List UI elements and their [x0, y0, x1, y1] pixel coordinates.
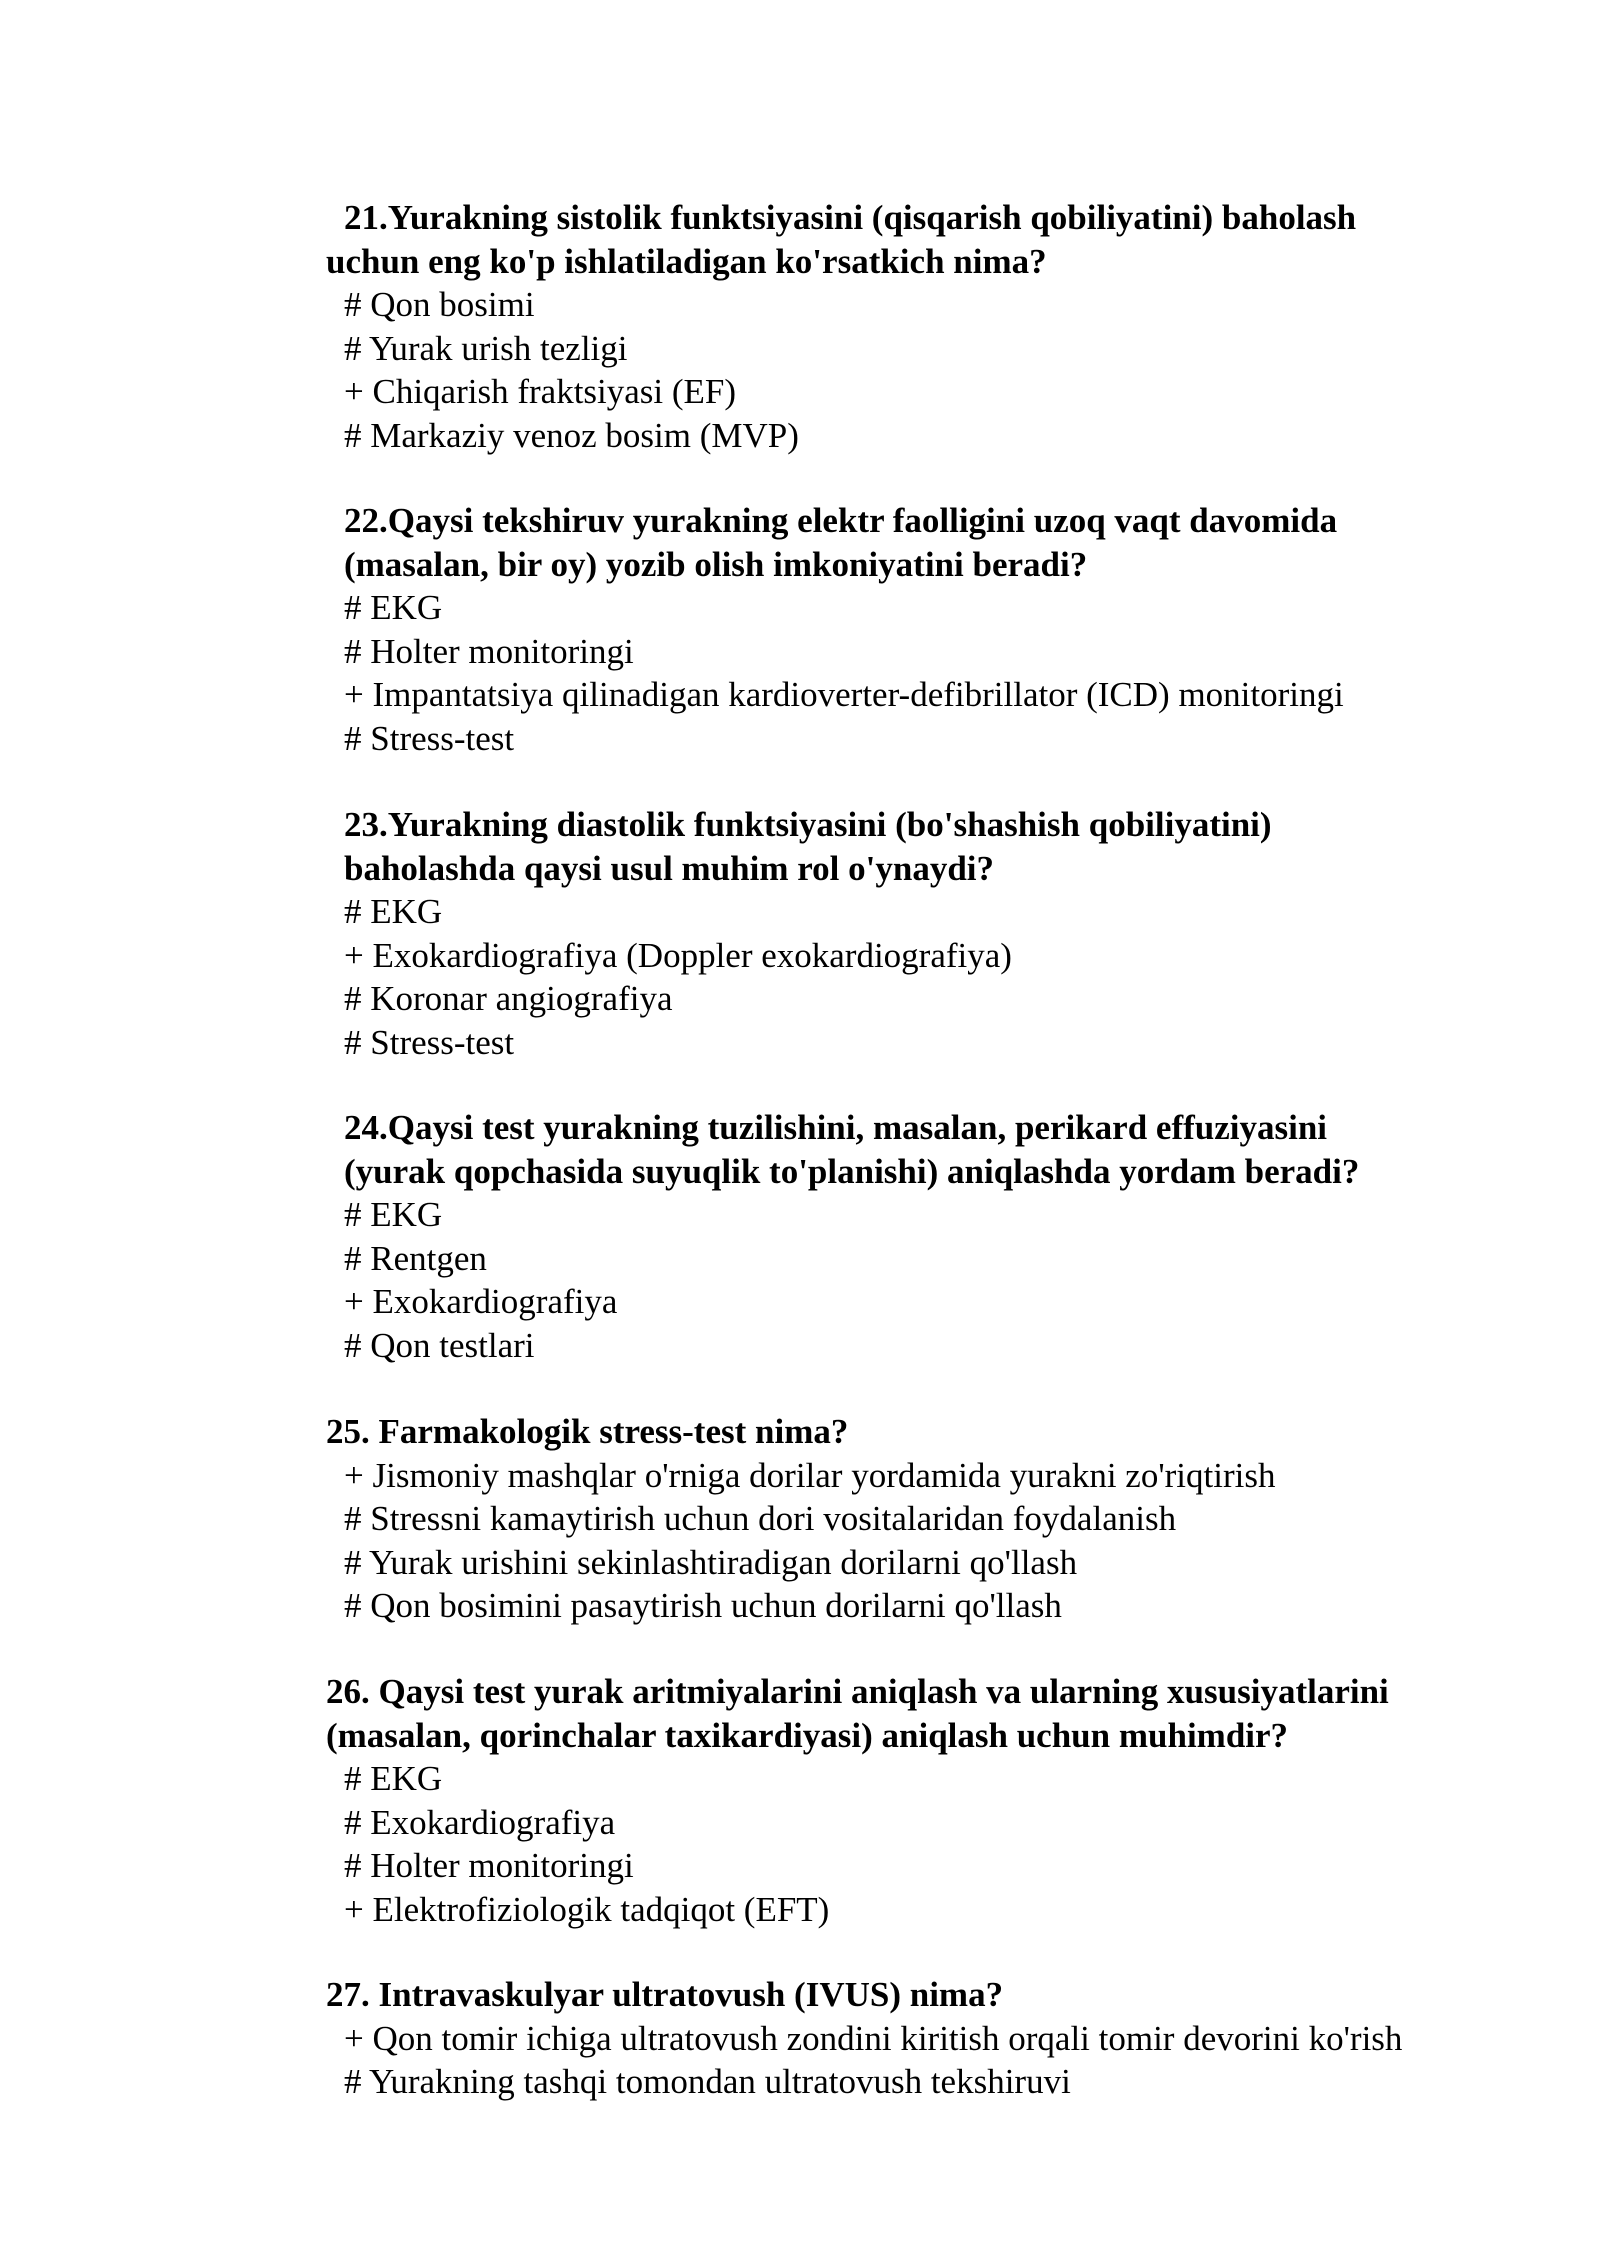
- question-text-line: baholashda qaysi usul muhim rol o'ynaydi?: [344, 848, 995, 888]
- question-text-line: uchun eng ko'p ishlatiladigan ko'rsatkich nima?: [326, 241, 1047, 281]
- question-23: [326, 803, 1556, 1065]
- answer-option: # Yurak urish tezligi: [344, 328, 628, 368]
- answer-option: # Koronar angiografiya: [344, 979, 673, 1019]
- answer-option: # Stressni kamaytirish uchun dori vositalaridan foydalanish: [344, 1499, 1177, 1539]
- answer-option: # Stress-test: [344, 1022, 515, 1062]
- question-text-line: 25. Farmakologik stress-test nima?: [326, 1412, 849, 1451]
- question-26: [326, 1670, 1556, 1932]
- question-text-line: 27. Intravaskulyar ultratovush (IVUS) nima?: [326, 1975, 1004, 2014]
- answer-option: # Rentgen: [344, 1238, 487, 1278]
- answer-option-correct: + Exokardiografiya (Doppler exokardiografiya): [344, 935, 1012, 975]
- answer-option: # Qon bosimi: [344, 285, 535, 325]
- question-22: [326, 499, 1556, 761]
- question-text-line: (yurak qopchasida suyuqlik to'planishi) aniqlashda yordam beradi?: [344, 1151, 1360, 1191]
- answer-option: # Qon testlari: [344, 1325, 535, 1365]
- answer-option-correct: + Chiqarish fraktsiyasi (EF): [344, 372, 737, 412]
- answer-option: # EKG: [344, 1759, 443, 1799]
- answer-option: # Yurak urishini sekinlashtiradigan dorilarni qo'llash: [344, 1542, 1078, 1582]
- question-27: [326, 1973, 1556, 2104]
- answer-option: # Markaziy venoz bosim (MVP): [344, 415, 799, 455]
- question-24: [326, 1106, 1556, 1368]
- answer-option-correct: + Impantatsiya qilinadigan kardioverter-defibrillator (ICD) monitoringi: [344, 675, 1344, 715]
- answer-option: # Stress-test: [344, 718, 515, 758]
- answer-option: # EKG: [344, 588, 443, 628]
- answer-option-correct: + Exokardiografiya: [344, 1282, 618, 1322]
- answer-option: # Qon bosimini pasaytirish uchun dorilarni qo'llash: [344, 1586, 1062, 1626]
- answer-option-correct: + Jismoniy mashqlar o'rniga dorilar yordamida yurakni zo'riqtirish: [344, 1455, 1276, 1495]
- answer-option-correct: + Qon tomir ichiga ultratovush zondini kiritish orqali tomir devorini ko'rish: [344, 2018, 1403, 2058]
- answer-option: # Holter monitoringi: [344, 631, 634, 671]
- answer-option: # EKG: [344, 1195, 443, 1235]
- question-text-line: (masalan, bir oy) yozib olish imkoniyatini beradi?: [344, 544, 1088, 584]
- question-25: [326, 1410, 1556, 1628]
- question-text-line: 22.Qaysi tekshiruv yurakning elektr faolligini uzoq vaqt davomida: [344, 501, 1338, 540]
- answer-option: # EKG: [344, 892, 443, 932]
- question-text-line: 21.Yurakning sistolik funktsiyasini (qisqarish qobiliyatini) baholash: [344, 198, 1357, 237]
- answer-option: # Exokardiografiya: [344, 1802, 616, 1842]
- question-text-line: 26. Qaysi test yurak aritmiyalarini aniqlash va ularning xususiyatlarini: [326, 1672, 1389, 1711]
- question-text-line: 24.Qaysi test yurakning tuzilishini, masalan, perikard effuziyasini: [344, 1108, 1328, 1147]
- question-text-line: 23.Yurakning diastolik funktsiyasini (bo'shashish qobiliyatini): [344, 805, 1272, 844]
- answer-option-correct: + Elektrofiziologik tadqiqot (EFT): [344, 1889, 830, 1929]
- question-21: [326, 196, 1556, 458]
- answer-option: # Yurakning tashqi tomondan ultratovush tekshiruvi: [344, 2062, 1071, 2102]
- answer-option: # Holter monitoringi: [344, 1846, 634, 1886]
- question-text-line: (masalan, qorinchalar taxikardiyasi) aniqlash uchun muhimdir?: [326, 1715, 1289, 1755]
